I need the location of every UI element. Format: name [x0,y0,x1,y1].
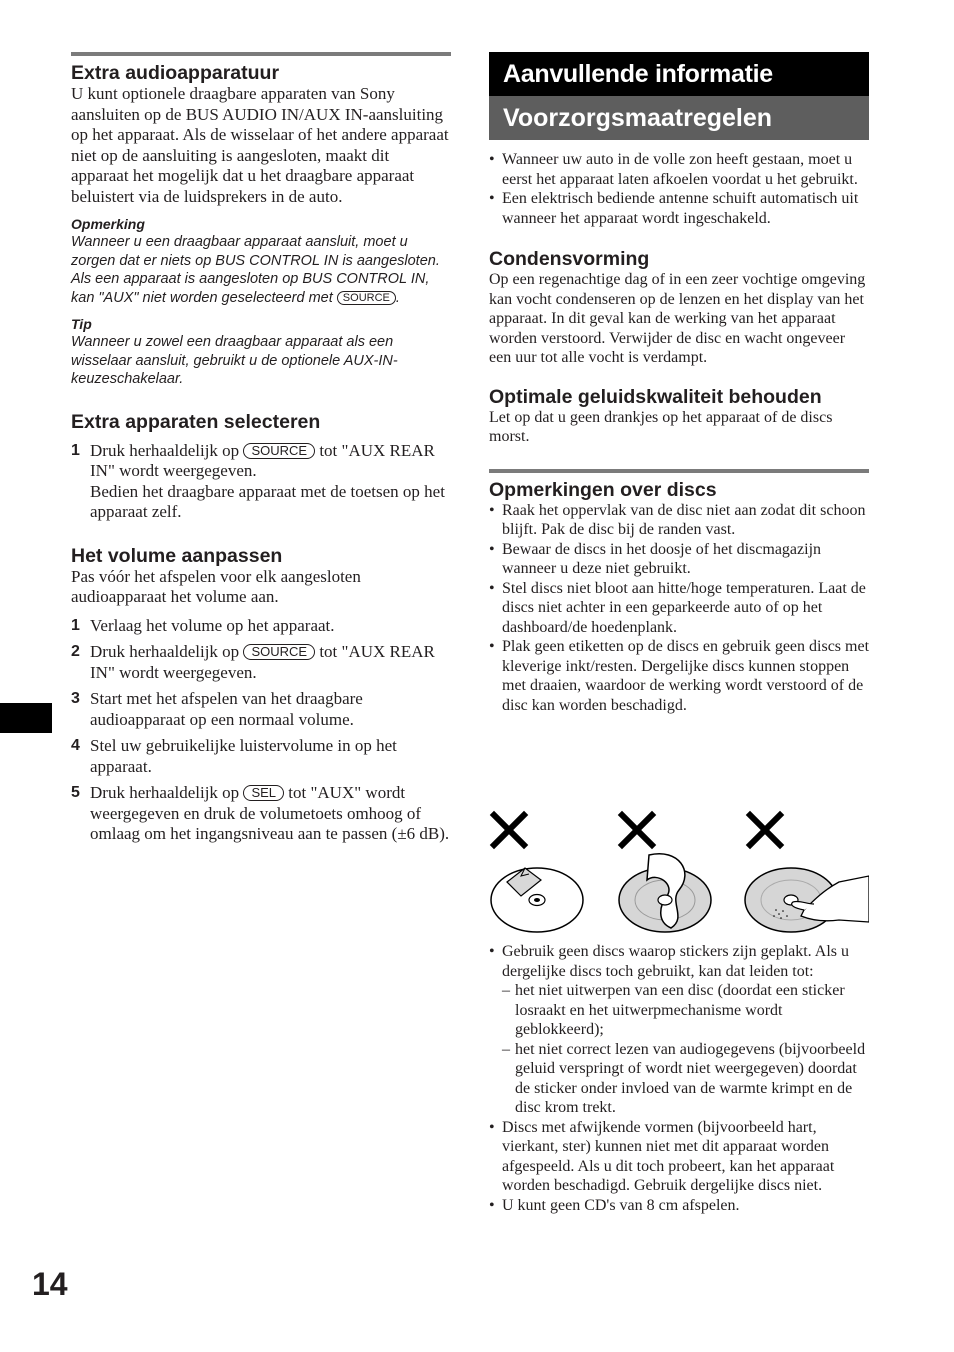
list-item: – het niet uitwerpen van een disc (doordat een sticker losraakt en het uitwerpmechanisme wordt geblokkeerd); [502,981,869,1040]
warped-disc-icon [619,854,711,932]
list-item: • Een elektrisch bediende antenne schuift automatisch uit wanneer het apparaat wordt ingeschakeld. [489,189,869,228]
list-item: • Discs met afwijkende vormen (bijvoorbeeld hart, vierkant, ster) kunnen niet met dit apparaat worden afgespeeld. Als u dit toch probeert, kan het apparaat worden beschadigd. Gebruik dergelijke discs niet. [489,1118,869,1196]
disc-warning-illustrations [489,810,869,935]
note-end: . [395,289,400,306]
volume-step-2 [71,642,451,683]
heading-condensation: Condensvorming [489,248,650,270]
step-text: tot "AUX REAR IN" wordt weergegeven. [90,642,435,682]
list-item: • Raak het oppervlak van de disc niet aan zodat dit schoon blijft. Pak de disc bij de randen vast. [489,501,869,540]
step-number: 3 [71,690,80,707]
cross-icon [622,815,652,845]
heading-discs: Opmerkingen over discs [489,478,717,501]
list-item [489,942,869,1118]
audio-body: U kunt optionele draagbare apparaten van Sony aansluiten op de BUS AUDIO IN/AUX IN-aansluiting op het apparaat. Als de wisselaar of het andere apparaat niet op de aansluiting is aangesloten, maakt dit apparaat het mogelijk dat u het draagbare apparaat beluistert via de luidsprekers in de auto. [71,84,449,206]
list-item: – het niet correct lezen van audiogegevens (bijvoorbeeld geluid verspringt of wordt niet weergegeven) doordat de sticker onder invloed van de warmte krimpt en de disc krom trekt. [502,1040,869,1118]
step-number: 2 [71,643,80,660]
step-extra: Bedien het draagbare apparaat met de toetsen op het apparaat zelf. [90,481,445,521]
list-item: • U kunt geen CD's van 8 cm afspelen. [489,1196,869,1216]
disc-notes-list [489,501,869,716]
cross-icon [494,815,524,845]
section-tab-marker [0,703,52,733]
volume-step-5 [71,783,451,845]
step-number: 4 [71,737,80,754]
left-column [71,52,451,845]
tip-text: Wanneer u zowel een draagbaar apparaat als een wisselaar aansluit, gebruikt u de optionele AUX-IN-keuzeschakelaar. [71,334,398,387]
volume-step-1 [71,616,451,637]
disc-with-sticker-icon [491,868,583,932]
source-button-label: SOURCE [337,291,396,305]
stickers-text: Gebruik geen discs waarop stickers zijn geplakt. Als u dergelijke discs toch gebruikt, kan dat leiden tot: [502,943,850,980]
list-item: • Bewaar de discs in het doosje of het discmagazijn wanneer u deze niet gebruikt. [489,540,869,579]
step-text: tot "AUX" wordt weergegeven en druk de volumetoets omhoog of omlaag om het ingangsniveau aan te passen (±6 dB). [90,783,450,843]
right-column [489,52,869,715]
volume-step-4 [71,736,451,777]
note-text [71,233,451,307]
step-text: tot "AUX REAR IN" wordt weergegeven. [90,440,435,480]
banner-additional-info: Aanvullende informatie [489,52,869,96]
step-text: Stel uw gebruikelijke luistervolume in op het apparaat. [90,736,397,776]
heading-extra-audio: Extra audioapparatuur [71,62,280,84]
right-column-lower [489,942,869,1215]
list-item: • Plak geen etiketten op de discs en gebruik geen discs met kleverige inkt/resten. Dergelijke discs kunnen stoppen met draaien, waardoor de werking wordt verstoord of de disc kan worden beschadigd. [489,637,869,715]
step-number: 1 [71,616,80,634]
disc-fingerprint-icon [745,868,869,932]
quality-body: Let op dat u geen drankjes op het apparaat of de discs morst. [489,408,833,445]
note-label: Opmerking [71,216,145,232]
volume-step-3 [71,689,451,730]
condensation-body: Op een regenachtige dag of in een zeer vochtige omgeving kan vocht condenseren op de lenzen en het display van het apparaat. In dit geval kan de werking van het apparaat worden verstoord. Verwijder de disc en wacht ongeveer een uur tot alle vocht is verdampt. [489,271,866,366]
section-rule [71,52,451,56]
step-text: Druk herhaaldelijk op [90,783,240,802]
step-number: 5 [71,784,80,801]
step-text: Verlaag het volume op het apparaat. [90,615,335,635]
sel-button-label: SEL [243,785,284,801]
heading-quality: Optimale geluidskwaliteit behouden [489,385,822,408]
tip-label: Tip [71,316,92,332]
banner-precautions: Voorzorgsmaatregelen [489,96,869,140]
section-rule [489,469,869,473]
select-step-1 [71,441,451,523]
sticker-consequences-list [502,981,869,1118]
list-item: • Stel discs niet bloot aan hitte/hoge temperaturen. Laat de discs niet achter in een geparkeerde auto of op het dashboard/de hoedenplank. [489,579,869,638]
volume-intro: Pas vóór het afspelen voor elk aangesloten audioapparaat het volume aan. [71,566,361,606]
step-number: 1 [71,441,80,459]
sticker-notes-list [489,942,869,1215]
step-text: Druk herhaaldelijk op [90,440,240,460]
list-item: • Wanneer uw auto in de volle zon heeft gestaan, moet u eerst het apparaat laten afkoelen voordat u het gebruikt. [489,150,869,189]
heading-select: Extra apparaten selecteren [71,410,321,433]
step-text: Druk herhaaldelijk op [90,642,240,661]
source-button-label: SOURCE [243,443,315,459]
step-text: Start met het afspelen van het draagbare audioapparaat op een normaal volume. [90,689,363,729]
precautions-list [489,150,869,228]
cross-icon [750,815,780,845]
page-number: 14 [32,1266,68,1302]
note-text-body: Wanneer u een draagbaar apparaat aansluit, moet u zorgen dat er niets op BUS CONTROL IN is aangesloten. Als een apparaat is aangesloten op BUS CONTROL IN, kan "AUX" niet worden geselecteerd met [71,234,440,306]
heading-volume: Het volume aanpassen [71,544,283,567]
source-button-label: SOURCE [243,644,315,660]
